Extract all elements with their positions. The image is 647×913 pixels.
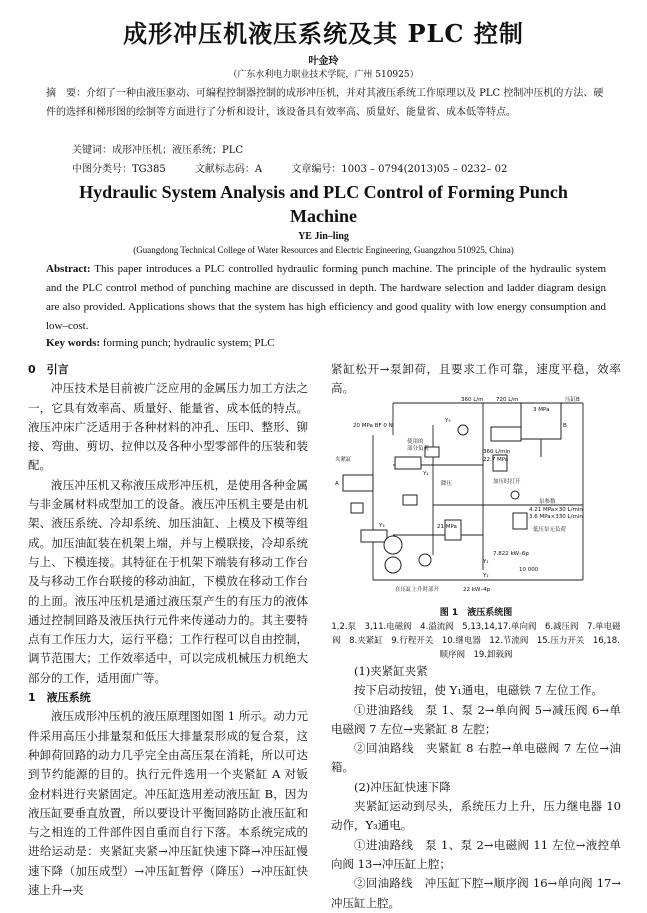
paragraph: 冲压技术是目前被广泛应用的金属压力加工方法之一，它具有效率高、质量好、能量省、成本低的特点。液压冲床广泛适用于各种材料的冲孔、压印、整形、铆接、弯曲、剪切、拉伸以及各种小型零部件的压装和装配。: [28, 381, 308, 473]
cn-keywords: 关键词：成形冲压机；液压系统；PLC: [72, 145, 244, 156]
diagram-label: 7.822 kW–6p: [493, 551, 529, 557]
diagram-label: 在压缸上升时部开: [395, 587, 440, 593]
abstract-text: This paper introduces a PLC controlled hydraulic forming punch machine. The principle of the hydraulic system and the PLC control method of punching machine are discussed in depth. The hardware selection and ladder diagram design are also provided. Applications shows that the system has high efficiency and good quality with low energy consumption and low–cost.: [46, 263, 606, 332]
en-abstract: [46, 260, 606, 336]
clamp-cylinder-A: [343, 475, 373, 491]
diagram-label: 夹紧缸: [335, 457, 352, 463]
diagram-label: Y₁: [483, 559, 489, 565]
en-title-line1: Hydraulic System Analysis and PLC Control of Forming Punch: [79, 182, 568, 202]
paragraph: ②回油路线 夹紧缸 8 右腔→单电磁阀 7 左位→油箱。: [331, 741, 621, 775]
paragraph: ②回油路线 冲压缸下腔→顺序阀 16→单向阀 17→冲压缸上腔。: [331, 876, 621, 910]
diagram-label: 22.7 MPa: [483, 457, 509, 463]
diagram-label: 3 MPa: [533, 407, 550, 413]
diagram-label: 360 L/m: [461, 397, 484, 403]
diagram-label: Y₄: [423, 471, 429, 477]
keywords-text: forming punch; hydraulic system; PLC: [100, 337, 275, 349]
classification-line: [72, 160, 533, 175]
paragraph: 按下启动按钮，使 Y₁通电，电磁铁 7 左位工作。: [354, 683, 603, 698]
en-title: [0, 180, 647, 228]
diagram-label: 4.21 MPa×30 L/min: [529, 507, 583, 513]
clc-number: 中图分类号：TG385: [72, 164, 166, 175]
diagram-label: Y₃: [379, 523, 385, 529]
document-code: 文献标志码：A: [194, 164, 263, 175]
diagram-label: 360 L/min: [483, 449, 511, 455]
diagram-label: 加压时打开: [493, 479, 521, 485]
diagram-label: 使用的: [407, 439, 424, 445]
keywords-label: Key words:: [46, 337, 101, 349]
right-column-text: [331, 662, 621, 913]
cn-author: 叶金玲: [308, 56, 339, 67]
en-keywords: [46, 337, 275, 349]
paragraph: ①进油路线 泵 1、泵 2→电磁阀 11 左位→液控单向阀 13→冲压缸上腔；: [331, 837, 621, 871]
diagram-label: 低压泵无负荷: [533, 527, 567, 533]
en-author: YE Jin–ling: [298, 231, 349, 242]
abstract-label: Abstract:: [46, 263, 91, 275]
diagram-label: 泵参数: [539, 499, 556, 505]
en-affiliation: (Guangdong Technical College of Water Resources and Electric Engineering, Guangzhou 510925, China): [133, 245, 514, 255]
unloading-valve-19: [513, 513, 527, 529]
diagram-label: Y₅: [445, 418, 451, 424]
diagram-label: A: [335, 481, 339, 487]
cn-title: 成形冲压机液压系统及其 PLC 控制: [123, 19, 524, 48]
diagram-label: 22 kW–4p: [463, 587, 491, 593]
pressure-gauge: [458, 425, 468, 435]
diagram-label: 压缸B: [565, 397, 580, 403]
relay-10: [351, 503, 363, 513]
diagram-label: 20 MPa BF 0 N: [353, 423, 393, 429]
paragraph: 液压冲压机又称液压成形冲压机，是使用各种金属与非金属材料成型加工的设备。液压冲压机主要是由机架、液压系统、冷却系统、加压油缸、上模及下模等组成。加压油缸装在机架上端，并与上模联接，冷却系统与上、下模连接。其特征在于机架下端装有移动工作台及与移动工作台联接的移动油缸，下模放在移动工作台的上面。液压冲压机是通过液压泵产生的有压力的液体通过控制回路及液压执行元件来传递动力的。其主要特点有工作压力大，运行平稳；工作行程可以自由控制，调节范围大；工作效率适中，可以完成机械压力机绝大部分的工作，适用面广等。: [28, 477, 308, 685]
paragraph: 液压成形冲压机的液压原理图如图 1 所示。动力元件采用高压小排量泵和低压大排量泵形成的复合泵，这种卸荷回路的动力几乎完全由高压泵在消耗，所以可达到节约能源的目的。执行元件选用一个夹紧缸 A 对钣金材料进行夹紧固定。冲压缸选用差动液压缸 B，因为液压缸要垂直放置，所以要设计平衡回路防止液压缸和与之相连的工件部件因自重而自行下落。本系统完成的进给运动是：夹紧缸夹紧→冲压缸快速下降→冲压缸慢速下降（加压成型）→冲压缸暂停（降压）→冲压缸快速上升→夹: [28, 709, 308, 898]
paragraph: 夹紧缸运动到尽头，系统压力上升，压力继电器 10 动作，Y₃通电。: [331, 799, 621, 833]
diagram-label: 3.6 MPa×330 L/min: [529, 514, 583, 520]
article-number: 文章编号：1003 – 0794(2013)05 – 0232– 02: [291, 164, 508, 175]
subheading: (1)夹紧缸夹紧: [354, 664, 428, 678]
diagram-label: 降压: [441, 481, 453, 487]
section-heading-hydraulic: 1 液压系统: [28, 691, 91, 705]
cn-abstract: 摘 要：介绍了一种由液压驱动、可编程控制器控制的成形冲压机，并对其液压系统工作原理以及 PLC 控制冲压机的方法、硬件的选择和梯形图的绘制等方面进行了分析和设计，该设备具有效率高、质量好、能量省、成本低等特点。: [46, 88, 604, 118]
left-column: [28, 360, 308, 900]
motor: [419, 554, 431, 566]
cn-affiliation: （广东水利电力职业技术学院，广州 510925）: [228, 70, 419, 80]
section-heading-intro: 0 引言: [28, 363, 69, 376]
diagram-label: 720 L/m: [496, 397, 519, 403]
diagram-label: 21 MPa: [437, 524, 457, 530]
solenoid-valve-7: [395, 457, 421, 469]
figure-legend: 1,2.泵 3,11.电磁阀 4.溢流阀 5,13,14,17.单向阀 6.减压阀 7.单电磁阀 8.夹紧缸 9.行程开关 10.继电器 12.节流阀 15.压力开关 16,18.顺序阀 19.卸载阀: [331, 622, 621, 660]
right-column-top: [331, 360, 621, 399]
pressure-gauge: [511, 491, 519, 499]
pump-2: [385, 557, 401, 573]
diagram-label: B: [563, 423, 567, 429]
directional-valve-11: [491, 427, 521, 441]
diagram-label: 部分负荷: [407, 446, 430, 452]
hydraulic-system-diagram: [333, 395, 621, 600]
en-title-line2: Machine: [290, 206, 357, 226]
directional-valve-3: [361, 530, 387, 542]
subheading: (2)冲压缸快速下降: [354, 779, 451, 794]
diagram-label: 10 000: [519, 567, 539, 573]
pump-1: [384, 536, 402, 554]
paragraph-continued: 紧缸松开→泵卸荷，且要求工作可靠，速度平稳，效率高。: [331, 362, 621, 396]
paragraph: ①进油路线 泵 1、泵 2→单向阀 5→减压阀 6→单电磁阀 7 左位→夹紧缸 8 左腔；: [331, 702, 621, 736]
diagram-label: Y₂: [483, 573, 489, 579]
relief-valve-4: [445, 520, 461, 540]
figure-caption: 图 1 液压系统图: [439, 608, 513, 618]
throttle-valve-12: [403, 495, 417, 505]
